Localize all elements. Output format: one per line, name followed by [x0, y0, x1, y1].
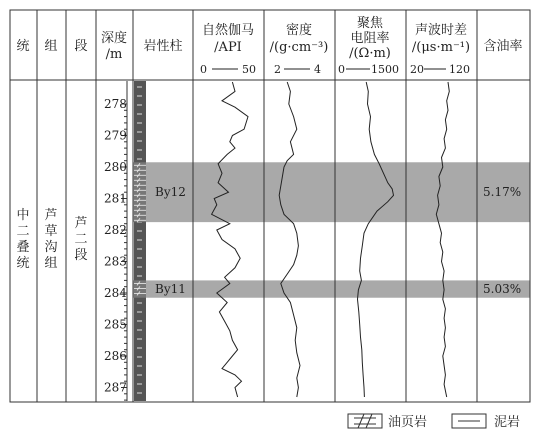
mudstone-strip [134, 81, 146, 401]
header-gr: 自然伽马 [201, 23, 255, 38]
depth-axis [104, 81, 127, 401]
header-gr-unit: /API [214, 40, 242, 55]
header-den: 密度 [285, 23, 313, 38]
legend-oil-shale: 油页岩 [388, 415, 428, 430]
oil-content-value: 5.03% [483, 282, 522, 297]
resistivity-curve [358, 82, 394, 397]
legend [348, 414, 520, 430]
gamma-ray-curve [212, 82, 248, 397]
header-lithology: 岩性柱 [143, 39, 183, 54]
gr-scale-min: 0 [200, 63, 207, 76]
header-oil: 含油率 [483, 39, 523, 54]
oil-shale-swatch [348, 414, 382, 428]
depth-tick-label: 279 [104, 128, 127, 143]
header-den-unit: /(g·cm⁻³) [269, 40, 329, 55]
den-scale-min: 2 [274, 63, 281, 76]
den-scale-max: 4 [314, 63, 321, 76]
oil-shale-interval [134, 280, 146, 297]
oil-content-value: 5.17% [483, 185, 522, 200]
depth-tick-label: 281 [104, 191, 127, 206]
oil-shale-interval [134, 162, 146, 222]
depth-tick-label: 287 [104, 380, 127, 395]
lithology-column [134, 81, 146, 401]
res-scale-max: 1500 [371, 63, 399, 76]
header-ac: 声波时差 [414, 23, 468, 38]
depth-tick-label: 283 [104, 254, 127, 269]
header-ac-unit: /(μs·m⁻¹) [411, 40, 471, 55]
header-res: 聚焦 [356, 16, 384, 31]
zone-label: By11 [155, 282, 186, 297]
legend-mudstone: 泥岩 [494, 415, 521, 430]
density-curve [279, 82, 300, 397]
header-system: 统 [16, 39, 30, 54]
header-depth-unit: /m [105, 47, 123, 62]
ac-scale-min: 20 [410, 63, 424, 76]
header-member: 段 [74, 39, 88, 54]
depth-tick-label: 285 [104, 317, 127, 332]
res-scale-min: 0 [338, 63, 345, 76]
formation-label: 芦草沟组 [44, 208, 58, 271]
gr-scale-max: 50 [242, 63, 256, 76]
system-label: 中二叠统 [16, 208, 30, 271]
header-res-line2: 电阻率 [350, 31, 390, 46]
header-res-unit: /(Ω·m) [349, 46, 391, 61]
ac-scale-max: 120 [449, 63, 470, 76]
member-label: 芦二段 [74, 216, 88, 263]
depth-tick-label: 282 [104, 223, 127, 237]
depth-tick-label: 278 [104, 97, 127, 111]
acoustic-curve [436, 82, 449, 397]
depth-tick-label: 286 [104, 349, 127, 363]
depth-tick-label: 284 [104, 286, 127, 300]
zone-label: By12 [155, 185, 186, 200]
depth-tick-label: 280 [104, 160, 127, 174]
header-formation: 组 [44, 39, 58, 54]
header-depth: 深度 [100, 31, 128, 46]
